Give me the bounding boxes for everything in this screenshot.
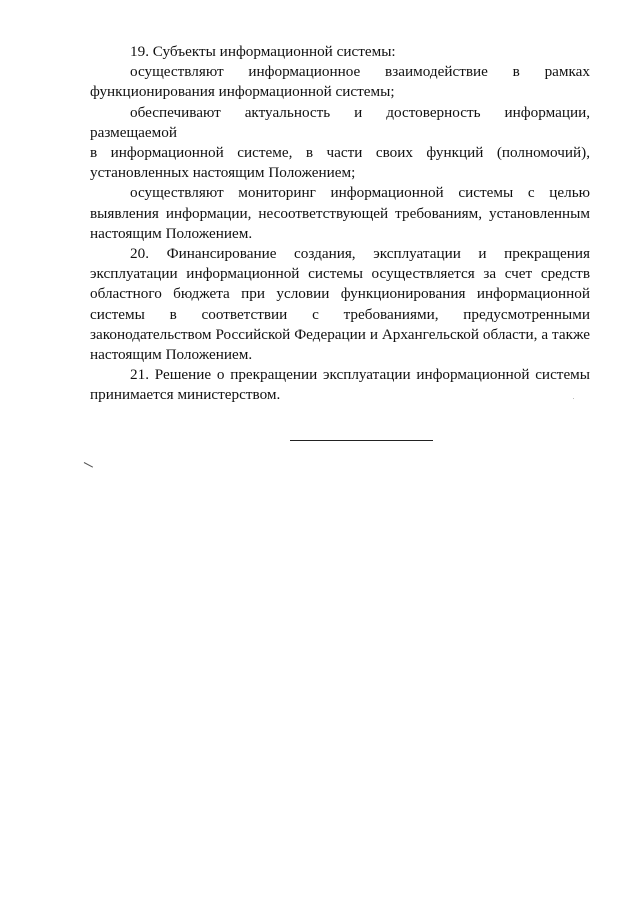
item-19-clause-2 — [90, 103, 590, 184]
scan-speck — [573, 398, 574, 399]
item-19-clause-2-line-4: установленных настоящим Положением; — [90, 164, 356, 182]
item-20-line-4: системы в соответствии с требованиями, предусмотренными — [90, 305, 590, 323]
item-20-line-6: настоящим Положением. — [90, 346, 253, 364]
item-19-heading-text: 19. Субъекты информационной системы: — [130, 43, 396, 60]
item-19-heading — [90, 42, 590, 62]
item-19-clause-3-line-3: настоящим Положением. — [90, 224, 253, 242]
item-19-clause-3-line-2: выявления информации, несоответствующей требованиям, установленным — [90, 204, 590, 222]
item-19-clause-2-line-1: обеспечивают актуальность и достоверность информации, — [130, 103, 590, 121]
item-20-line-2: эксплуатации информационной системы осуществляется за счет средств — [90, 265, 590, 283]
item-21-line-1: 21. Решение о прекращении эксплуатации информационной системы — [130, 366, 590, 384]
item-20-line-1: 20. Финансирование создания, эксплуатации и прекращения — [130, 245, 590, 263]
item-20-line-3: областного бюджета при условии функционирования информационной — [90, 285, 590, 303]
item-21 — [90, 365, 590, 405]
item-19-clause-1-line-2: функционирования информационной системы; — [90, 83, 395, 101]
item-19-clause-1-line-1: осуществляют информационное взаимодействие в рамках — [130, 63, 590, 81]
item-19-clause-1 — [90, 62, 590, 102]
end-of-document-rule — [290, 440, 433, 441]
item-19-clause-3 — [90, 183, 590, 244]
scan-mark — [84, 462, 93, 468]
document-body — [90, 42, 590, 406]
item-20-line-5: законодательством Российской Федерации и Архангельской области, а также — [90, 325, 590, 343]
item-19-clause-2-line-3: в информационной системе, в части своих функций (полномочий), — [90, 144, 590, 162]
item-19-clause-3-line-1: осуществляют мониторинг информационной системы с целью — [130, 184, 590, 202]
item-20 — [90, 244, 590, 365]
item-19-clause-2-line-2: размещаемой — [90, 123, 177, 141]
item-21-line-2: принимается министерством. — [90, 386, 281, 404]
